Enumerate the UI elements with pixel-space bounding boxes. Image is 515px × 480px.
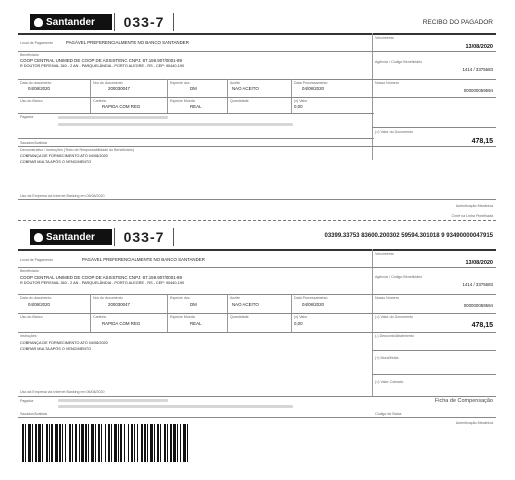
data-documento-2: 04/08/2020 [28,302,50,307]
pagador-redacted [58,116,168,119]
beneficiario-line-1: COOP CENTRAL UNIMED DE COOP DE ASSISTENC CNPJ: 87.159.907/0001-89 [20,58,182,63]
label-valor-2: (x) Valor [294,315,308,319]
vencimento-2: 13/08/2020 [465,260,493,266]
label-nosso-numero: Nosso Número [375,81,399,85]
flame-icon [34,233,43,242]
label-data-processamento-2: Data Processamento [294,296,328,300]
label-valor-documento: (=) Valor do Documento [375,130,413,134]
label-data-documento: Data do documento [20,81,52,85]
barcode-bar [187,424,188,462]
especie-moeda-2: REAL [190,321,202,326]
label-descontos: (-) Desconto/Abatimento [375,334,414,338]
instrucoes-recibo-line-1: COBRANÇA DE FORNECIMENTO ATO 04/08/2020 [20,154,108,158]
label-valor-cobrado: (=) Valor Cobrado [375,380,404,384]
digitable-line: 03399.33753 83600.200302 59594.301018 9 93490000047915 [324,233,493,239]
beneficiario-2-line-2: R DOUTOR PERSIVAL 340 - 2 AN - PARQUELÂNDIA - PORTO ALEGRE - RS - CEP: 90440-190 [20,281,185,285]
agencia-codigo-2: 1414 / 3375683 [462,282,493,287]
label-beneficiario: Beneficiário [20,53,39,57]
label-aceite-2: Aceite [230,296,240,300]
valor-col: 0,00 [294,104,303,109]
label-uso-banco: Uso do Banco [20,99,43,103]
nosso-numero: 000000059594 [463,88,493,93]
label-especie-doc: Espécie doc. [170,81,191,85]
emission-note-top: Uso da Empresa via Internet Banking em 06/08/2020 [20,194,105,198]
label-agencia-codigo: Agência / Código Beneficiário [375,60,423,64]
num-documento: 200030047 [108,86,130,91]
barcode [22,424,188,462]
instrucoes-line-2: COBRAR MULTA APÓS O VENCIMENTO [20,347,92,351]
ficha-compensacao: Ficha de Compensação [434,398,493,404]
label-codigo-baixa: Código de Baixa [375,412,402,416]
valor-documento: 478,15 [471,138,493,145]
corte-label: Corte na Linha Pontilhada [451,214,493,218]
aceite-2: NAO ACEITO [232,302,259,307]
label-vencimento-2: Vencimento [375,252,394,256]
beneficiario-2-line-1: COOP CENTRAL UNIMED DE COOP DE ASSISTENC CNPJ: 87.159.907/0001-89 [20,275,182,280]
label-pagador-2: Pagador [20,399,34,403]
label-pagador: Pagador [20,115,34,119]
label-quantidade: Quantidade [230,99,249,103]
valor-documento-2: 478,15 [471,322,493,329]
label-valor: (x) Valor [294,99,308,103]
flame-icon [34,18,43,27]
valor-col-2: 0,00 [294,321,303,326]
vencimento: 13/08/2020 [465,44,493,50]
label-agencia-codigo-2: Agência / Código Beneficiário [375,275,423,279]
data-processamento-2: 04/08/2020 [302,302,324,307]
especie-moeda: REAL [190,104,202,109]
label-instrucoes-recibo: Demonstrativo / Instruções (Texto de Responsabilidade do Beneficiário) [20,148,135,152]
bank-code: 033-7 [114,13,174,31]
autenticacao-top: Autenticação Mecânica [455,204,493,208]
label-local-pagamento: Local de Pagamento [20,41,53,45]
label-num-documento: Nro do documento [93,81,123,85]
carteira-2: RAPIDA COM REG [102,321,141,326]
label-sacador-avalista-2: Sacador/Avalista [20,412,47,416]
label-vencimento: Vencimento [375,36,394,40]
nosso-numero-2: 000000059594 [463,303,493,308]
label-quantidade-2: Quantidade [230,315,249,319]
instrucoes-line-1: COBRANÇA DE FORNECIMENTO ATO 04/08/2020 [20,341,108,345]
receipt-title: RECIBO DO PAGADOR [422,19,493,26]
label-nosso-numero-2: Nosso Número [375,296,399,300]
label-especie-moeda-2: Espécie Moeda [170,315,195,319]
label-local-pagamento-2: Local de Pagamento [20,258,53,262]
carteira: RAPIDA COM REG [102,104,141,109]
num-documento-2: 200030047 [108,302,130,307]
instrucoes-recibo-line-2: COBRAR MULTA APÓS O VENCIMENTO [20,160,92,164]
pagador-2-redacted [58,399,168,402]
agencia-codigo: 1414 / 3375683 [462,67,493,72]
label-mora-multa: (+) Mora/Multa [375,356,399,360]
label-data-documento-2: Data do documento [20,296,52,300]
aceite: NAO ACEITO [232,86,259,91]
data-documento: 04/08/2020 [28,86,50,91]
label-num-documento-2: Nro do documento [93,296,123,300]
emission-note-bottom: Uso da Empresa via Internet Banking em 06/08/2020 [20,390,105,394]
label-data-processamento: Data Processamento [294,81,328,85]
local-pagamento: PAGÁVEL PREFERENCIALMENTE NO BANCO SANTANDER [66,40,189,45]
bank-logo [30,14,112,30]
label-especie-doc-2: Espécie doc. [170,296,191,300]
data-processamento: 04/08/2020 [302,86,324,91]
label-aceite: Aceite [230,81,240,85]
especie-doc: DM [190,86,197,91]
bank-name: Santander [46,16,95,28]
label-sacador-avalista: Sacador/Avalista [20,141,47,145]
local-pagamento-2: PAGÁVEL PREFERENCIALMENTE NO BANCO SANTANDER [82,257,205,262]
pagador-2-address-redacted [58,405,293,408]
cut-line [18,220,496,221]
label-uso-banco-2: Uso do Banco [20,315,43,319]
label-carteira: Carteira [93,99,106,103]
bank-name-2: Santander [46,231,95,243]
label-instrucoes: Instruções [20,334,37,338]
beneficiario-line-2: R DOUTOR PERSIVAL 340 - 2 AN - PARQUELÂNDIA - PORTO ALEGRE - RS - CEP: 90440-190 [20,64,185,68]
label-beneficiario-2: Beneficiário [20,269,39,273]
autenticacao-bottom: Autenticação Mecânica [455,421,493,425]
bank-logo-2 [30,229,112,245]
label-especie-moeda: Espécie Moeda [170,99,195,103]
bank-code-2: 033-7 [114,228,174,246]
label-carteira-2: Carteira [93,315,106,319]
especie-doc-2: DM [190,302,197,307]
pagador-address-redacted [58,123,293,126]
label-valor-documento-2: (=) Valor do Documento [375,315,413,319]
